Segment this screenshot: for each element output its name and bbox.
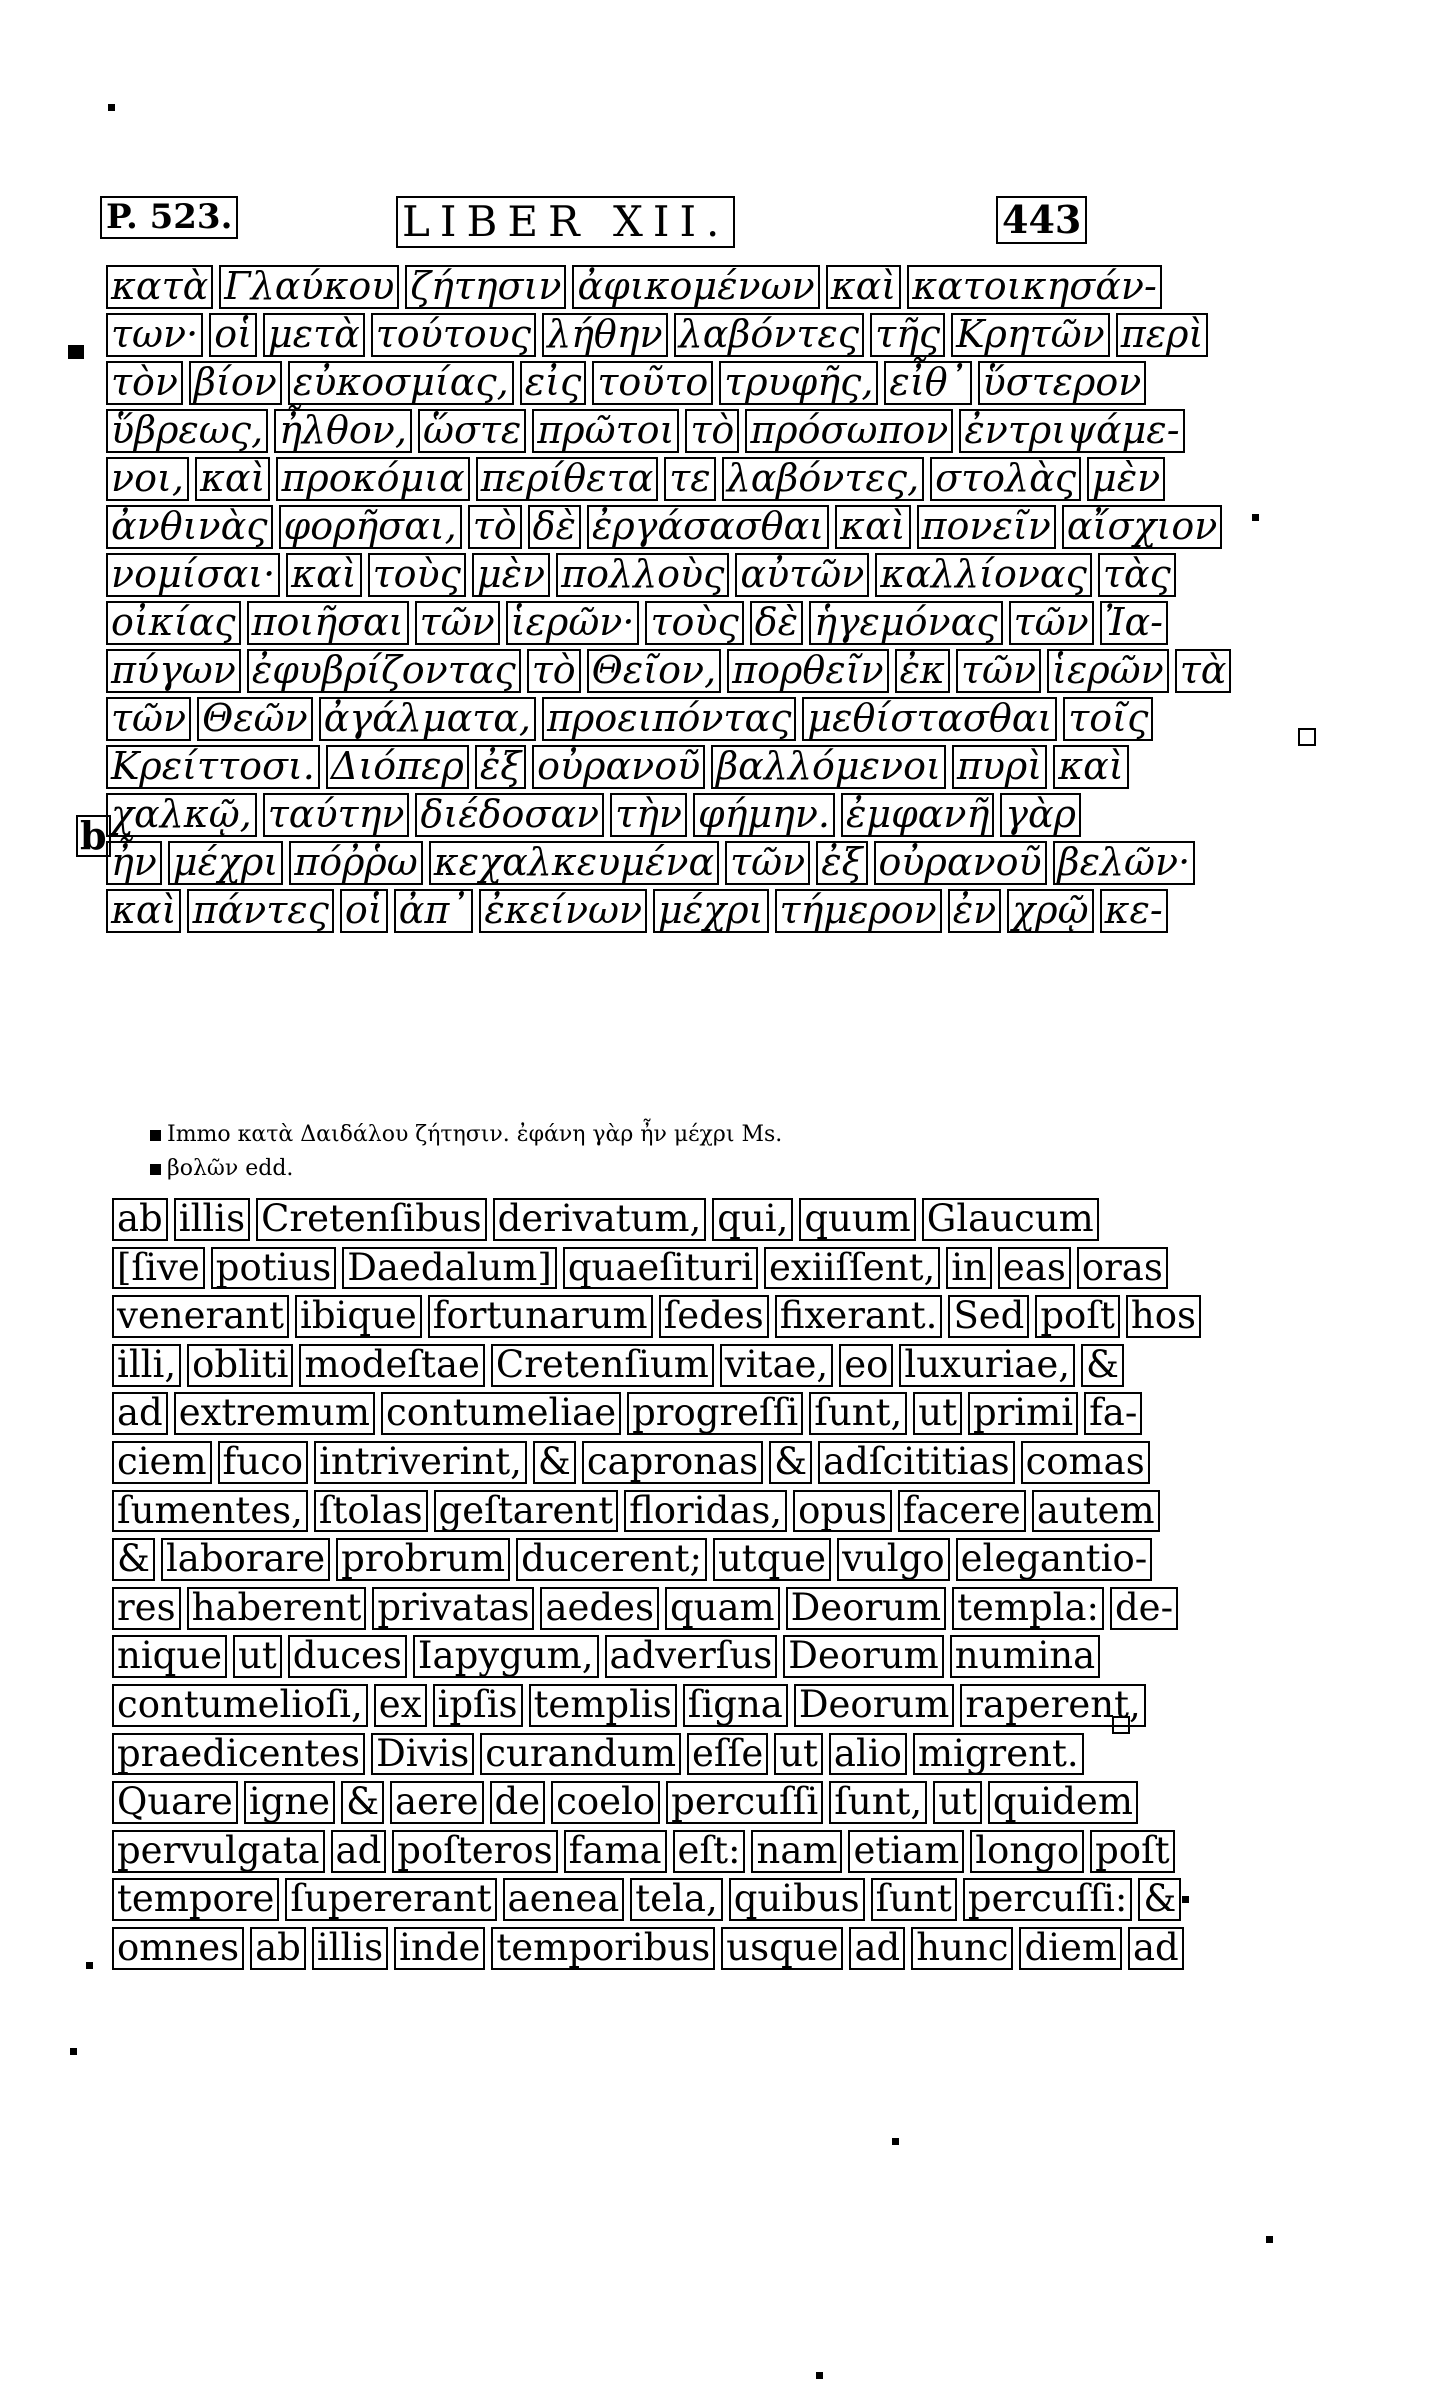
word: ἐμφανῆ [841, 793, 994, 837]
word: τῶν [1009, 601, 1094, 645]
word: comas [1021, 1441, 1150, 1484]
word: μετὰ [263, 313, 365, 357]
page-reference: P. 523. [100, 196, 238, 239]
word: adſcititias [818, 1441, 1014, 1484]
word: obliti [187, 1344, 293, 1387]
word: Iapygum, [413, 1635, 599, 1678]
word: migrent. [913, 1733, 1084, 1776]
word: καὶ [835, 505, 910, 549]
word: ut [774, 1733, 823, 1776]
word: Κρείττοσι. [106, 745, 320, 789]
word: ὕστερον [978, 361, 1147, 405]
page-speck [68, 345, 84, 359]
word: διέδοσαν [415, 793, 604, 837]
word: diem [1019, 1927, 1122, 1970]
word: Deorum [783, 1635, 943, 1678]
word: πορθεῖν [727, 649, 888, 693]
word: καὶ [1053, 745, 1128, 789]
word: χρῷ [1007, 889, 1093, 933]
word: coelo [551, 1781, 660, 1824]
word: & [533, 1441, 576, 1484]
word: poſt [1035, 1295, 1120, 1338]
word: ad [331, 1830, 387, 1873]
word: τὸ [685, 409, 739, 453]
word: usque [721, 1927, 843, 1970]
text-line [106, 262, 1157, 310]
word: percuſſi [666, 1781, 823, 1824]
word: & [1138, 1878, 1181, 1921]
word: templis [529, 1684, 677, 1727]
page-number: 443 [996, 196, 1087, 244]
word: percuſſi: [963, 1878, 1133, 1921]
word: ab [112, 1198, 168, 1241]
word: contumelioſi, [112, 1684, 368, 1727]
word: & [1081, 1344, 1124, 1387]
word: ἱερῶν· [506, 601, 640, 645]
word: venerant [112, 1295, 289, 1338]
word: illi, [112, 1344, 181, 1387]
word: νομίσαι· [106, 553, 280, 597]
word: πάντες [187, 889, 333, 933]
word: fixerant. [775, 1295, 943, 1338]
word: ἐκ [895, 649, 950, 693]
word: ἀφικομένων [572, 265, 819, 309]
word: Quare [112, 1781, 238, 1824]
word: longo [970, 1830, 1084, 1873]
word: qui, [712, 1198, 793, 1241]
word: φήμην. [693, 793, 835, 837]
word: ταύτην [263, 793, 410, 837]
word: αἴσχιον [1062, 505, 1222, 549]
word: ζήτησιν [405, 265, 566, 309]
word: κατὰ [106, 265, 213, 309]
word: modeſtae [299, 1344, 484, 1387]
word: καὶ [826, 265, 901, 309]
word: autem [1032, 1490, 1160, 1533]
word: λήθην [542, 313, 668, 357]
word: ut [233, 1635, 282, 1678]
word: poſteros [392, 1830, 557, 1873]
word: τὰς [1098, 553, 1176, 597]
word: eo [839, 1344, 893, 1387]
text-line [112, 1681, 1141, 1730]
word: aenea [503, 1878, 625, 1921]
word: ἐξ [816, 841, 867, 885]
word: laborare [161, 1538, 330, 1581]
word: πολλοὺς [556, 553, 729, 597]
word: quum [799, 1198, 915, 1241]
word: tela, [630, 1878, 722, 1921]
word: eſſe [687, 1733, 768, 1776]
word: Deorum [794, 1684, 954, 1727]
word: μὲν [472, 553, 550, 597]
page-speck [892, 2138, 899, 2145]
footnotes [150, 1118, 1070, 1186]
word: exiiſſent, [764, 1247, 940, 1290]
word: contumeliae [381, 1392, 621, 1435]
word: ſumentes, [112, 1490, 308, 1533]
word: extremum [174, 1392, 375, 1435]
word: δὲ [528, 505, 581, 549]
word: duces [288, 1635, 407, 1678]
greek-text [106, 262, 1227, 934]
word: πύγων [106, 649, 241, 693]
word: & [112, 1538, 155, 1581]
text-line [106, 646, 1227, 694]
word: πυρὶ [952, 745, 1047, 789]
word: αὐτῶν [735, 553, 869, 597]
word: κεχαλκευμένα [429, 841, 719, 885]
text-line [106, 550, 1171, 598]
word: ut [913, 1392, 962, 1435]
word: & [769, 1441, 812, 1484]
word: λαβόντες [674, 313, 864, 357]
word: ἡγεμόνας [809, 601, 1003, 645]
word: χαλκῷ, [106, 793, 257, 837]
word: omnes [112, 1927, 244, 1970]
footnote-text: Immo κατὰ Δαιδάλου ζήτησιν. ἐφάνη γὰρ ἦν μέχρι Ms. [167, 1122, 783, 1147]
word: elegantio- [956, 1538, 1153, 1581]
word: fa- [1084, 1392, 1142, 1435]
word: τῶν [725, 841, 810, 885]
word: igne [244, 1781, 335, 1824]
footnote-line [150, 1152, 1070, 1186]
page-speck [70, 2048, 77, 2055]
word: τὴν [610, 793, 687, 837]
word: καὶ [195, 457, 270, 501]
word: τῶν [956, 649, 1041, 693]
word: καλλίονας [875, 553, 1092, 597]
word: Κρητῶν [951, 313, 1110, 357]
word: ὥστε [418, 409, 526, 453]
footnote-line [150, 1118, 1070, 1152]
word: μέχρι [168, 841, 283, 885]
page-speck [1252, 514, 1259, 521]
word: ποιῆσαι [247, 601, 409, 645]
text-line [112, 1244, 1163, 1293]
word: τὸν [106, 361, 183, 405]
footnote-text: βολῶν edd. [167, 1156, 294, 1181]
word: Ἰα- [1100, 601, 1168, 645]
word: οὐρανοῦ [532, 745, 705, 789]
word: fama [564, 1830, 667, 1873]
text-line [106, 838, 1191, 886]
word: ibique [295, 1295, 422, 1338]
word: τούτους [371, 313, 536, 357]
word: ἐν [948, 889, 1002, 933]
word: τοὺς [368, 553, 466, 597]
word: eas [998, 1247, 1071, 1290]
text-line [106, 742, 1124, 790]
word: quam [665, 1587, 780, 1630]
word: intriverint, [314, 1441, 527, 1484]
word: ciem [112, 1441, 212, 1484]
word: ἀνθινὰς [106, 505, 273, 549]
latin-translation [112, 1195, 1196, 1973]
word: κε- [1100, 889, 1168, 933]
word: ſunt, [829, 1781, 927, 1824]
word: τοῦτο [592, 361, 713, 405]
word: κατοικησάν- [907, 265, 1162, 309]
word: res [112, 1587, 181, 1630]
word: Divis [371, 1733, 474, 1776]
word: φορῆσαι, [279, 505, 462, 549]
word: nique [112, 1635, 227, 1678]
word: temporibus [491, 1927, 715, 1970]
word: Θεῶν [197, 697, 313, 741]
word: opus [793, 1490, 892, 1533]
word: νοι, [106, 457, 189, 501]
word: περίθετα [476, 457, 659, 501]
word: illis [312, 1927, 388, 1970]
word: alio [829, 1733, 907, 1776]
text-line [106, 886, 1163, 934]
word: ducerent; [516, 1538, 707, 1581]
word: οἱ [209, 313, 257, 357]
page-speck [1266, 2236, 1273, 2243]
word: floridas, [624, 1490, 787, 1533]
word: nam [751, 1830, 842, 1873]
word: εἰς [520, 361, 587, 405]
word: Sed [948, 1295, 1029, 1338]
text-line [112, 1875, 1177, 1924]
word: [ſive [112, 1247, 205, 1290]
word: templa: [952, 1587, 1104, 1630]
word: primi [968, 1392, 1078, 1435]
word: ſunt, [809, 1392, 907, 1435]
word: oras [1077, 1247, 1168, 1290]
text-line [112, 1778, 1133, 1827]
word: vitae, [720, 1344, 833, 1387]
page-speck [1298, 728, 1316, 746]
text-line [112, 1389, 1138, 1438]
text-line [106, 502, 1218, 550]
word: εἶθ᾽ [884, 361, 971, 405]
page-speck [108, 104, 115, 111]
word: progreſſi [627, 1392, 803, 1435]
word: hunc [911, 1927, 1013, 1970]
word: ἱερῶν [1047, 649, 1169, 693]
word: ad [112, 1392, 168, 1435]
word: eſt: [673, 1830, 746, 1873]
word: Glaucum [922, 1198, 1099, 1241]
word: μέχρι [653, 889, 768, 933]
word: τοῖς [1063, 697, 1153, 741]
word: τῶν [106, 697, 191, 741]
word: Διόπερ [326, 745, 469, 789]
word: βίον [189, 361, 282, 405]
word: inde [394, 1927, 485, 1970]
word: poſt [1090, 1830, 1175, 1873]
word: καὶ [286, 553, 361, 597]
text-line [112, 1438, 1145, 1487]
word: ἦν [106, 841, 162, 885]
word: μεθίστασθαι [802, 697, 1057, 741]
text-line [106, 310, 1204, 358]
word: Cretenſibus [256, 1198, 487, 1241]
word: εὐκοσμίας, [288, 361, 514, 405]
word: τήμερον [775, 889, 942, 933]
text-line [112, 1195, 1094, 1244]
word: tempore [112, 1878, 279, 1921]
word: pervulgata [112, 1830, 325, 1873]
footnote-marker [150, 1164, 161, 1175]
word: πρῶτοι [532, 409, 679, 453]
word: γὰρ [1000, 793, 1081, 837]
word: περὶ [1116, 313, 1209, 357]
word: Cretenſium [491, 1344, 714, 1387]
word: ὕβρεως, [106, 409, 268, 453]
word: τὰ [1175, 649, 1232, 693]
word: curandum [480, 1733, 681, 1776]
word: οὐρανοῦ [874, 841, 1047, 885]
page-speck [86, 1962, 93, 1969]
word: ad [1128, 1927, 1184, 1970]
word: etiam [848, 1830, 964, 1873]
word: ἐφυβρίζοντας [247, 649, 521, 693]
word: ſtolas [314, 1490, 428, 1533]
word: derivatum, [493, 1198, 707, 1241]
word: raperent, [960, 1684, 1145, 1727]
word: facere [898, 1490, 1026, 1533]
word: in [946, 1247, 992, 1290]
text-line [112, 1487, 1155, 1536]
word: fuco [218, 1441, 309, 1484]
word: βαλλόμενοι [711, 745, 946, 789]
word: τε [664, 457, 715, 501]
word: utque [713, 1538, 831, 1581]
word: vulgo [837, 1538, 950, 1581]
text-line [112, 1535, 1148, 1584]
word: aedes [540, 1587, 659, 1630]
word: Γλαύκου [219, 265, 399, 309]
word: potius [211, 1247, 336, 1290]
word: ab [250, 1927, 306, 1970]
text-line [106, 454, 1161, 502]
word: ſedes [659, 1295, 769, 1338]
word: Daedalum] [342, 1247, 557, 1290]
word: ſigna [683, 1684, 788, 1727]
word: προειπόντας [542, 697, 796, 741]
word: hos [1126, 1295, 1201, 1338]
word: illis [174, 1198, 250, 1241]
word: τοὺς [645, 601, 743, 645]
word: ex [374, 1684, 427, 1727]
text-line [112, 1292, 1196, 1341]
word: adverſus [605, 1635, 778, 1678]
word: fortunarum [428, 1295, 653, 1338]
footnote-marker [150, 1130, 161, 1141]
text-line [106, 598, 1163, 646]
book-title: LIBER XII. [396, 196, 735, 248]
word: ἀγάλματα, [319, 697, 536, 741]
word: capronas [582, 1441, 763, 1484]
text-line [106, 406, 1180, 454]
word: τὸ [527, 649, 581, 693]
text-line [112, 1730, 1078, 1779]
word: των· [106, 313, 203, 357]
word: τῆς [870, 313, 945, 357]
text-line [106, 358, 1142, 406]
page-speck [1112, 1716, 1130, 1734]
page-speck [816, 2372, 823, 2379]
word: Deorum [786, 1587, 946, 1630]
word: τὸ [468, 505, 522, 549]
word: ἦλθον, [274, 409, 412, 453]
word: quibus [729, 1878, 865, 1921]
margin-letter: b [76, 815, 111, 857]
word: δὲ [750, 601, 803, 645]
word: privatas [372, 1587, 534, 1630]
word: geſtarent [434, 1490, 619, 1533]
text-line [112, 1827, 1170, 1876]
word: πρόσωπον [745, 409, 953, 453]
word: στολὰς [930, 457, 1081, 501]
word: numina [950, 1635, 1100, 1678]
word: ἐργάσασθαι [587, 505, 829, 549]
word: ad [849, 1927, 905, 1970]
text-line [112, 1341, 1119, 1390]
word: haberent [187, 1587, 367, 1630]
word: οἱ [340, 889, 388, 933]
word: ſunt [871, 1878, 957, 1921]
word: ἐξ [475, 745, 526, 789]
word: probrum [336, 1538, 510, 1581]
word: ut [933, 1781, 982, 1824]
word: πόῤῥω [289, 841, 423, 885]
word: Θεῖον, [587, 649, 722, 693]
word: ἀπ᾽ [394, 889, 474, 933]
word: καὶ [106, 889, 181, 933]
word: οἰκίας [106, 601, 241, 645]
word: luxuriae, [899, 1344, 1075, 1387]
word: τῶν [415, 601, 500, 645]
text-line [112, 1632, 1096, 1681]
word: προκόμια [276, 457, 469, 501]
word: λαβόντες, [722, 457, 924, 501]
word: de [490, 1781, 546, 1824]
word: de- [1110, 1587, 1178, 1630]
word: ſupererant [285, 1878, 496, 1921]
word: βελῶν· [1053, 841, 1196, 885]
page-speck [1182, 1896, 1189, 1903]
word: ipſis [433, 1684, 523, 1727]
word: ἐντριψάμε- [959, 409, 1184, 453]
page-header [96, 196, 1082, 256]
word: μὲν [1087, 457, 1165, 501]
text-line [112, 1924, 1179, 1973]
word: quidem [988, 1781, 1138, 1824]
text-line [106, 790, 1076, 838]
word: τρυφῆς, [719, 361, 878, 405]
text-line [112, 1584, 1174, 1633]
word: ἐκείνων [479, 889, 647, 933]
word: aere [390, 1781, 484, 1824]
text-line [106, 694, 1149, 742]
word: πονεῖν [917, 505, 1056, 549]
word: praedicentes [112, 1733, 365, 1776]
word: quaeſituri [563, 1247, 758, 1290]
word: & [341, 1781, 384, 1824]
